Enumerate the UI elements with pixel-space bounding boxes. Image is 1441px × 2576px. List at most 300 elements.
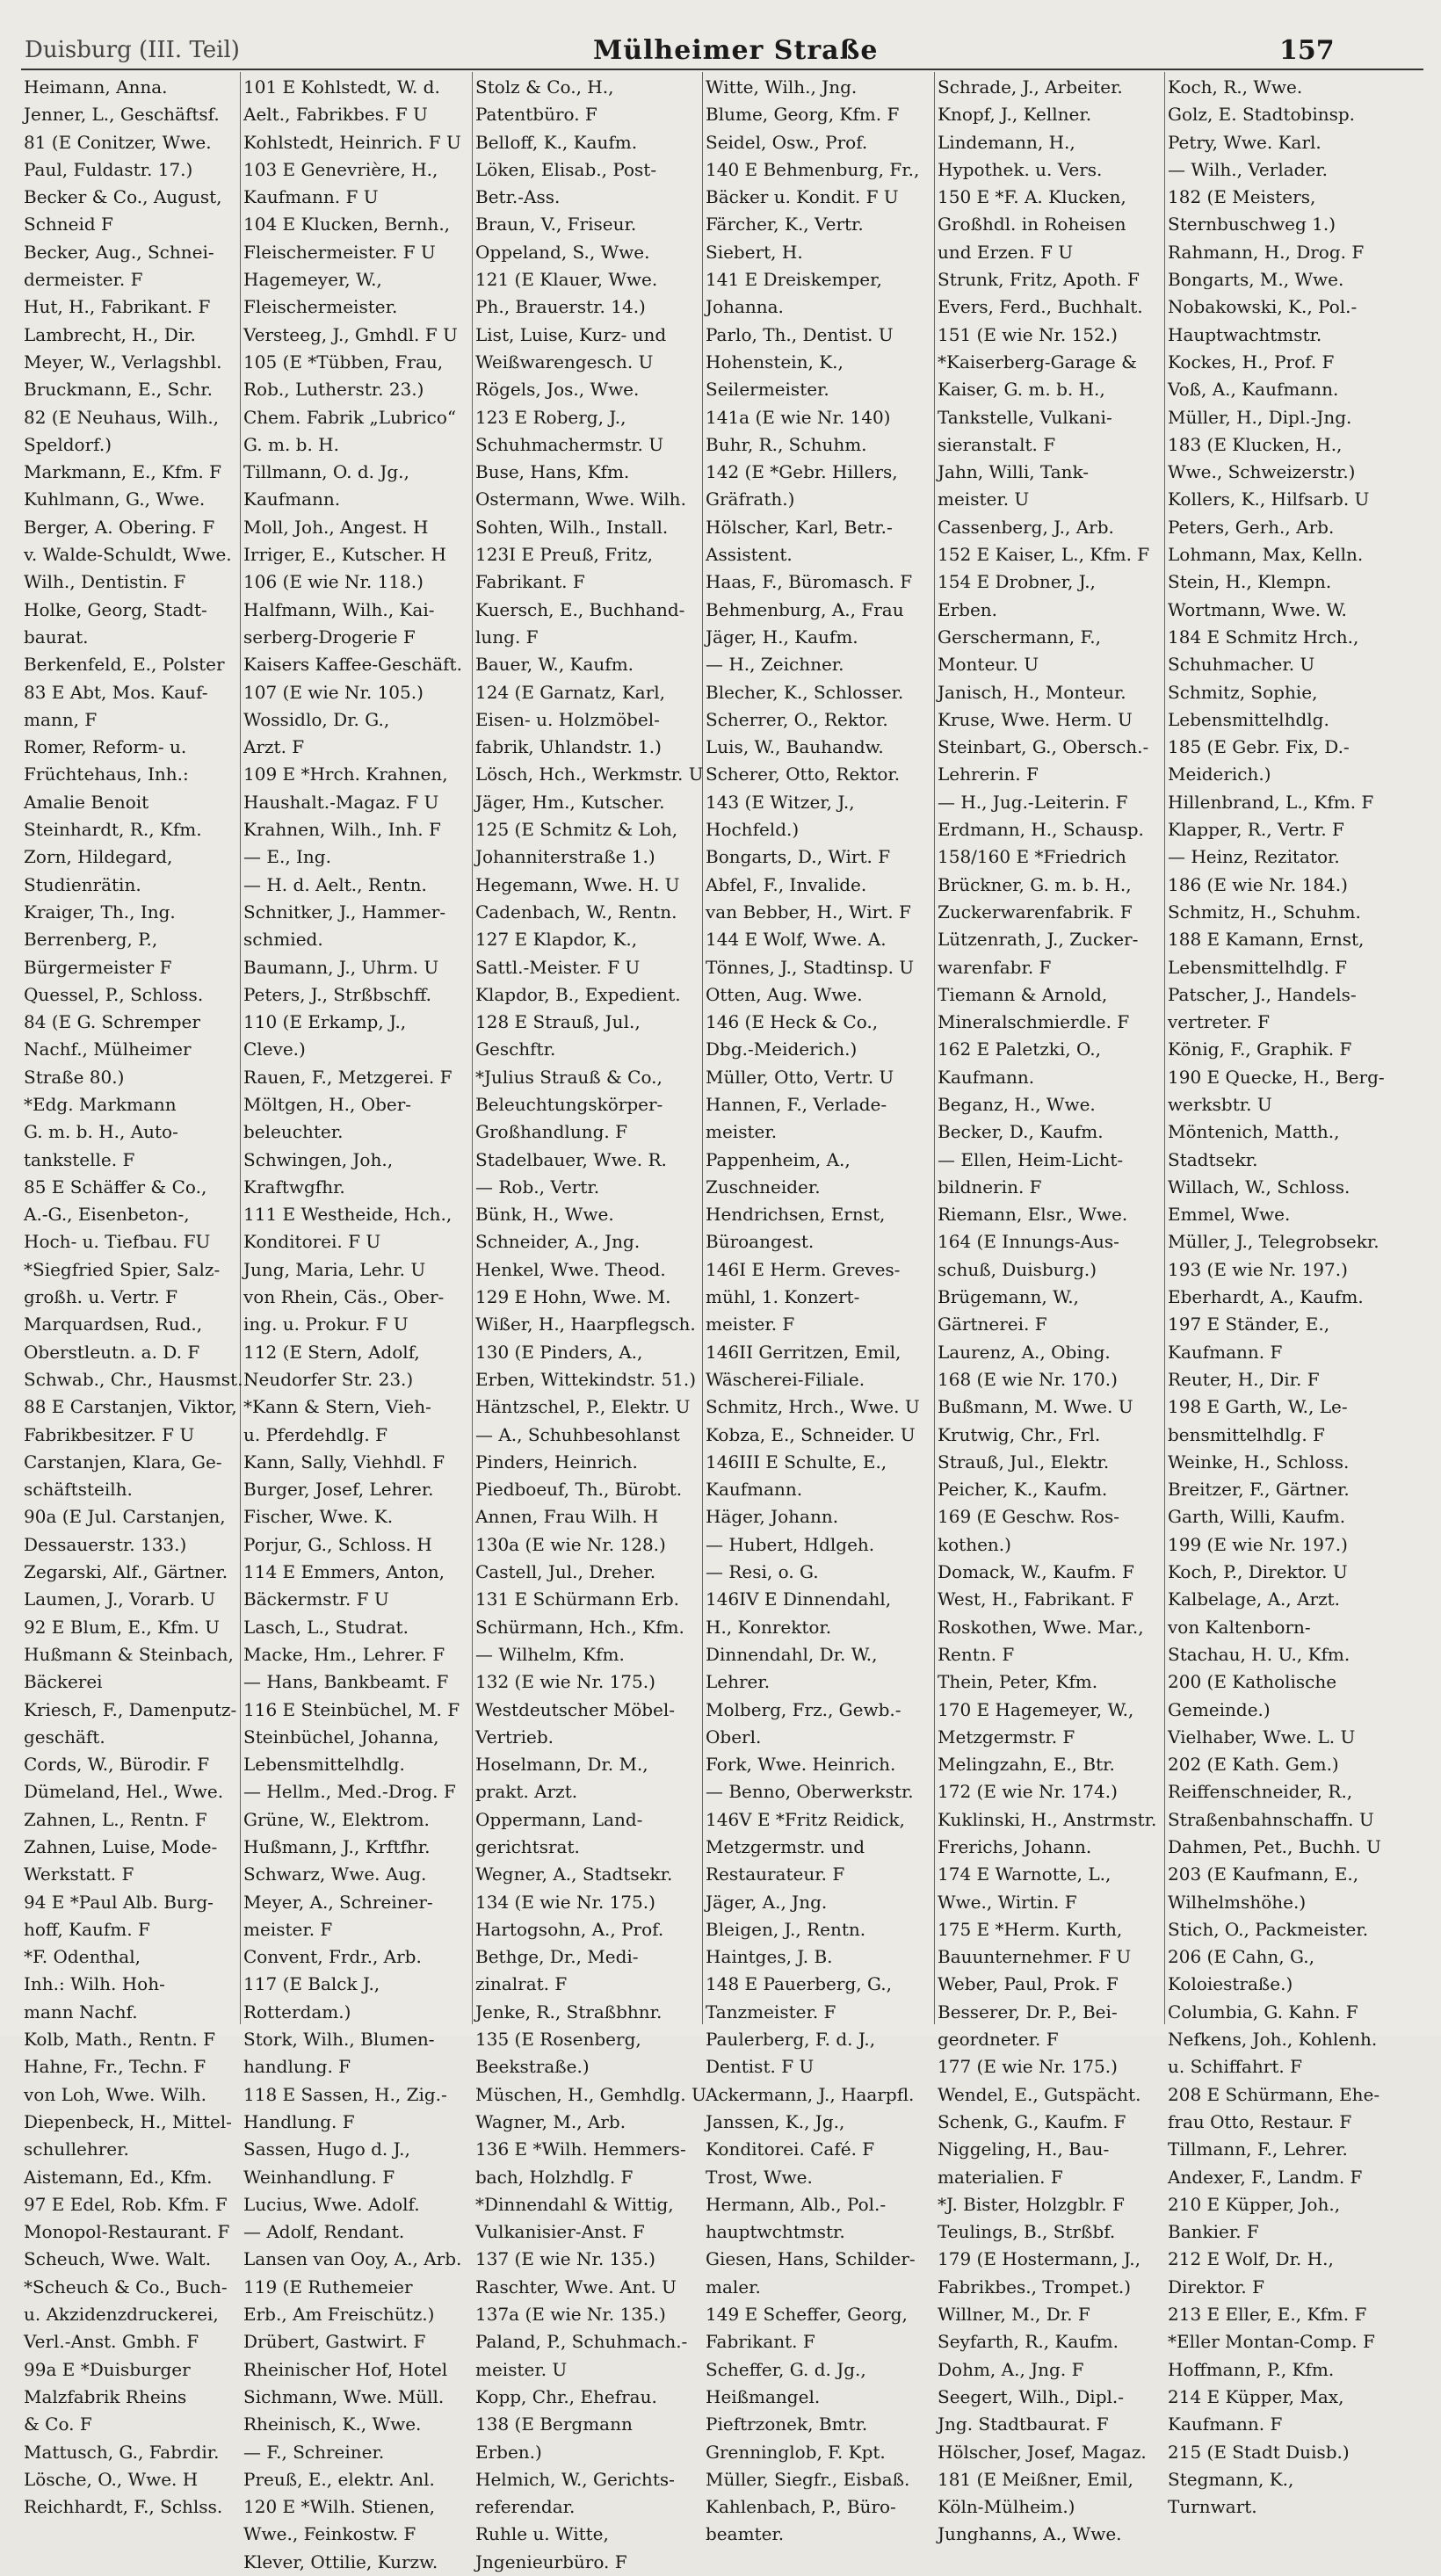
directory-entry: Tönnes, J., Stadtinsp. U: [706, 956, 915, 978]
directory-entry: Hußmann, J., Krftfhr.: [243, 1836, 431, 1857]
directory-entry: Hermann, Alb., Pol.-: [706, 2193, 887, 2215]
directory-entry: 97 E Edel, Rob. Kfm. F: [24, 2193, 228, 2215]
directory-entry: Rheinischer Hof, Hotel: [243, 2358, 448, 2380]
directory-entry: Gerschermann, F.,: [938, 626, 1101, 648]
directory-entry: Moll, Joh., Angest. H: [243, 516, 429, 538]
directory-entry: Lasch, L., Studrat.: [243, 1616, 409, 1638]
directory-entry: Cords, W., Bürodir. F: [24, 1754, 210, 1776]
directory-entry: Melingzahn, E., Btr.: [938, 1754, 1115, 1776]
directory-entry: 186 (E wie Nr. 184.): [1168, 873, 1348, 895]
directory-entry: 152 E Kaiser, L., Kfm. F: [938, 544, 1150, 566]
directory-entry: Hoch- u. Tiefbau. FU: [24, 1231, 211, 1253]
directory-entry: und Erzen. F U: [938, 241, 1074, 263]
directory-entry: Beganz, H., Wwe.: [938, 1093, 1096, 1115]
directory-entry: frau Otto, Restaur. F: [1168, 2110, 1352, 2132]
directory-entry: Speldorf.): [24, 433, 112, 455]
directory-entry: Dbg.-Meiderich.): [706, 1038, 858, 1060]
directory-entry: Jäger, A., Jng.: [706, 1891, 828, 1913]
directory-entry: Sassen, Hugo d. J.,: [243, 2138, 410, 2160]
directory-entry: 118 E Sassen, H., Zig.-: [243, 2083, 447, 2105]
directory-entry: Dahmen, Pet., Buchh. U: [1168, 1836, 1381, 1857]
directory-entry: Jngenieurbüro. F: [475, 2551, 627, 2572]
directory-entry: Marquardsen, Rud.,: [24, 1313, 203, 1335]
directory-entry: Müller, Otto, Vertr. U: [706, 1066, 894, 1088]
directory-entry: 125 (E Schmitz & Loh,: [475, 819, 678, 841]
directory-entry: Müller, H., Dipl.-Jng.: [1168, 406, 1352, 428]
directory-entry: Löken, Elisab., Post-: [475, 158, 657, 180]
directory-entry: Buhr, R., Schuhm.: [706, 433, 867, 455]
directory-entry: 136 E *Wilh. Hemmers-: [475, 2138, 686, 2160]
directory-entry: Gemeinde.): [1168, 1698, 1271, 1720]
directory-entry: Wendel, E., Gutspächt.: [938, 2083, 1141, 2105]
directory-entry: Patscher, J., Handels-: [1168, 983, 1357, 1005]
directory-entry: *J. Bister, Holzgblr. F: [938, 2193, 1125, 2215]
directory-entry: Piedboeuf, Th., Bürobt.: [475, 1479, 683, 1501]
directory-entry: Parlo, Th., Dentist. U: [706, 323, 894, 345]
directory-entry: Rahmann, H., Drog. F: [1168, 241, 1365, 263]
directory-entry: 127 E Klapdor, K.,: [475, 929, 638, 951]
directory-entry: 182 (E Meisters,: [1168, 186, 1316, 208]
directory-entry: geschäft.: [24, 1726, 105, 1747]
directory-entry: 168 (E wie Nr. 170.): [938, 1368, 1118, 1390]
directory-entry: — E., Ing.: [243, 846, 331, 868]
directory-entry: Quessel, P., Schloss.: [24, 983, 204, 1005]
directory-entry: Neudorfer Str. 23.): [243, 1368, 414, 1390]
directory-entry: Hochfeld.): [706, 819, 800, 841]
directory-entry: Turnwart.: [1168, 2496, 1257, 2518]
directory-entry: Betr.-Ass.: [475, 186, 561, 208]
directory-entry: Schrade, J., Arbeiter.: [938, 76, 1123, 98]
directory-entry: Bleigen, J., Rentn.: [706, 1918, 866, 1940]
directory-entry: Witte, Wilh., Jng.: [706, 76, 858, 98]
directory-entry: Becker, Aug., Schnei-: [24, 241, 214, 263]
directory-entry: 146II Gerritzen, Emil,: [706, 1341, 902, 1363]
directory-entry: — Adolf, Rendant.: [243, 2221, 405, 2243]
directory-entry: 103 E Genevrière, H.,: [243, 158, 438, 180]
directory-entry: 188 E Kamann, Ernst,: [1168, 929, 1365, 951]
directory-entry: *Julius Strauß & Co.,: [475, 1066, 663, 1088]
directory-entry: Erben, Wittekindstr. 51.): [475, 1368, 697, 1390]
directory-entry: Schmitz, H., Schuhm.: [1168, 901, 1361, 923]
directory-entry: Ph., Brauerstr. 14.): [475, 296, 646, 318]
directory-entry: Bauunternehmer. F U: [938, 1946, 1132, 1968]
directory-entry: Markmann, E., Kfm. F: [24, 461, 222, 483]
directory-entry: Kriesch, F., Damenputz-: [24, 1698, 237, 1720]
directory-entry: beleuchter.: [243, 1121, 344, 1143]
directory-entry: H., Konrektor.: [706, 1616, 832, 1638]
directory-entry: Konditorei. F U: [243, 1231, 381, 1253]
directory-entry: vertreter. F: [1168, 1011, 1270, 1033]
directory-entry: Kolb, Math., Rentn. F: [24, 2029, 216, 2051]
directory-entry: König, F., Graphik. F: [1168, 1038, 1352, 1060]
directory-entry: Oppermann, Land-: [475, 1808, 643, 1830]
directory-entry: Steinbüchel, Johanna,: [243, 1726, 439, 1747]
directory-entry: 85 E Schäffer & Co.,: [24, 1176, 207, 1198]
directory-entry: 200 (E Katholische: [1168, 1671, 1337, 1693]
directory-entry: 150 E *F. A. Klucken,: [938, 186, 1126, 208]
directory-entry: Golz, E. Stadtobinsp.: [1168, 104, 1356, 126]
directory-entry: Handlung. F: [243, 2110, 355, 2132]
directory-entry: Belloff, K., Kaufm.: [475, 131, 638, 153]
directory-entry: Schmitz, Hrch., Wwe. U: [706, 1396, 920, 1418]
directory-entry: — Hellm., Med.-Drog. F: [243, 1781, 456, 1803]
directory-entry: Kaufmann.: [706, 1479, 803, 1501]
directory-entry: Haas, F., Büromasch. F: [706, 571, 913, 593]
directory-entry: Ostermann, Wwe. Wilh.: [475, 488, 686, 510]
directory-entry: Kaufmann. F: [1168, 2413, 1283, 2435]
directory-entry: Scheuch, Wwe. Walt.: [24, 2248, 212, 2270]
directory-entry: Castell, Jul., Dreher.: [475, 1561, 656, 1583]
directory-entry: 82 (E Neuhaus, Wilh.,: [24, 406, 220, 428]
directory-entry: van Bebber, H., Wirt. F: [706, 901, 911, 923]
directory-entry: Diepenbeck, H., Mittel-: [24, 2110, 232, 2132]
directory-entry: 138 (E Bergmann: [475, 2413, 633, 2435]
directory-entry: Lansen van Ooy, A., Arb.: [243, 2248, 462, 2270]
directory-entry: Wäscherei-Filiale.: [706, 1368, 865, 1390]
directory-entry: Cleve.): [243, 1038, 306, 1060]
directory-entry: Junghanns, A., Wwe.: [938, 2523, 1122, 2545]
directory-entry: Besserer, Dr. P., Bei-: [938, 2001, 1118, 2022]
directory-entry: Bauer, W., Kaufm.: [475, 654, 634, 676]
directory-entry: großh. u. Vertr. F: [24, 1286, 177, 1308]
directory-entry: Blume, Georg, Kfm. F: [706, 104, 900, 126]
directory-entry: Lösche, O., Wwe. H: [24, 2468, 199, 2490]
directory-entry: Grüne, W., Elektrom.: [243, 1808, 430, 1830]
directory-columns: [21, 72, 1427, 2572]
directory-entry: Hillenbrand, L., Kfm. F: [1168, 791, 1374, 813]
directory-entry: materialien. F: [938, 2166, 1063, 2188]
directory-entry: — H. d. Aelt., Rentn.: [243, 873, 427, 895]
directory-entry: Lambrecht, H., Dir.: [24, 323, 196, 345]
directory-entry: 146IV E Dinnendahl,: [706, 1588, 892, 1610]
page-header: [0, 32, 1441, 70]
directory-entry: Wwe., Schweizerstr.): [1168, 461, 1356, 483]
directory-entry: 146V E *Fritz Reidick,: [706, 1808, 905, 1830]
directory-entry: Kobza, E., Schneider. U: [706, 1423, 916, 1445]
directory-entry: Convent, Frdr., Arb.: [243, 1946, 422, 1968]
directory-entry: Ackermann, J., Haarpfl.: [706, 2083, 915, 2105]
directory-column: [21, 72, 243, 2518]
directory-entry: Siebert, H.: [706, 241, 803, 263]
directory-entry: fabrik, Uhlandstr. 1.): [475, 736, 662, 758]
directory-column: [473, 72, 706, 2572]
directory-entry: von Rhein, Cäs., Ober-: [243, 1286, 445, 1308]
directory-entry: Geschftr.: [475, 1038, 556, 1060]
directory-entry: Heißmangel.: [706, 2385, 821, 2407]
directory-entry: 175 E *Herm. Kurth,: [938, 1918, 1123, 1940]
directory-entry: — H., Zeichner.: [706, 654, 844, 676]
directory-entry: 169 (E Geschw. Ros-: [938, 1506, 1120, 1528]
directory-entry: Nachf., Mülheimer: [24, 1038, 192, 1060]
directory-entry: Stein, H., Klempn.: [1168, 571, 1332, 593]
directory-entry: Seidel, Osw., Prof.: [706, 131, 868, 153]
directory-entry: 131 E Schürmann Erb.: [475, 1588, 680, 1610]
directory-entry: Stich, O., Packmeister.: [1168, 1918, 1369, 1940]
directory-entry: — H., Jug.-Leiterin. F: [938, 791, 1128, 813]
directory-entry: 206 (E Cahn, G.,: [1168, 1946, 1314, 1968]
directory-entry: Berrenberg, P.,: [24, 929, 158, 951]
directory-entry: 88 E Carstanjen, Viktor,: [24, 1396, 237, 1418]
directory-entry: Fischer, Wwe. K.: [243, 1506, 394, 1528]
directory-entry: Steinhardt, R., Kfm.: [24, 819, 202, 841]
directory-entry: Henkel, Wwe. Theod.: [475, 1258, 666, 1280]
directory-entry: 151 (E wie Nr. 152.): [938, 323, 1118, 345]
directory-entry: Molberg, Frz., Gewb.-: [706, 1698, 902, 1720]
directory-entry: Lucius, Wwe. Adolf.: [243, 2193, 420, 2215]
directory-entry: Cadenbach, W., Rentn.: [475, 901, 677, 923]
directory-column: [703, 72, 935, 2545]
directory-entry: Preuß, E., elektr. Anl.: [243, 2468, 435, 2490]
directory-entry: Aelt., Fabrikbes. F U: [243, 104, 428, 126]
directory-entry: Lehrerin. F: [938, 763, 1039, 785]
directory-entry: 208 E Schürmann, Ehe-: [1168, 2083, 1380, 2105]
directory-entry: Tillmann, O. d. Jg.,: [243, 461, 409, 483]
directory-entry: Straßenbahnschaffn. U: [1168, 1808, 1374, 1830]
directory-entry: Peters, J., Strßbschff.: [243, 983, 432, 1005]
directory-entry: Helmich, W., Gerichts-: [475, 2468, 675, 2490]
directory-entry: *Eller Montan-Comp. F: [1168, 2331, 1375, 2353]
directory-entry: Kraftwgfhr.: [243, 1176, 345, 1198]
directory-entry: handlung. F: [243, 2056, 351, 2078]
directory-entry: Monteur. U: [938, 654, 1039, 676]
directory-entry: Hölscher, Josef, Magaz.: [938, 2441, 1147, 2463]
directory-entry: *Siegfried Spier, Salz-: [24, 1258, 221, 1280]
directory-entry: 129 E Hohn, Wwe. M.: [475, 1286, 671, 1308]
directory-entry: *Edg. Markmann: [24, 1093, 177, 1115]
directory-entry: 119 (E Ruthemeier: [243, 2276, 413, 2297]
directory-entry: 213 E Eller, E., Kfm. F: [1168, 2304, 1367, 2326]
directory-entry: Stadtsekr.: [1168, 1148, 1258, 1170]
directory-entry: Eberhardt, A., Kaufm.: [1168, 1286, 1364, 1308]
directory-entry: 94 E *Paul Alb. Burg-: [24, 1891, 214, 1913]
directory-entry: Jng. Stadtbaurat. F: [938, 2413, 1109, 2435]
directory-entry: Hut, H., Fabrikant. F: [24, 296, 211, 318]
directory-entry: 137 (E wie Nr. 135.): [475, 2248, 655, 2270]
directory-entry: Schneider, A., Jng.: [475, 1231, 641, 1253]
directory-entry: 214 E Küpper, Max,: [1168, 2385, 1344, 2407]
directory-entry: Lohmann, Max, Kelln.: [1168, 544, 1364, 566]
directory-entry: 135 (E Rosenberg,: [475, 2029, 641, 2051]
directory-entry: 106 (E wie Nr. 118.): [243, 571, 424, 593]
directory-entry: Metzgermstr. F: [938, 1726, 1075, 1747]
directory-entry: Porjur, G., Schloss. H: [243, 1533, 432, 1555]
directory-entry: Kaufmann. F: [1168, 1341, 1283, 1363]
directory-entry: Brügemann, W.,: [938, 1286, 1079, 1308]
directory-entry: 114 E Emmers, Anton,: [243, 1561, 445, 1583]
page-number: 157: [1279, 35, 1335, 66]
directory-entry: von Loh, Wwe. Wilh.: [24, 2083, 206, 2105]
directory-entry: Hendrichsen, Ernst,: [706, 1204, 886, 1226]
directory-entry: Sohten, Wilh., Install.: [475, 516, 669, 538]
directory-entry: sieranstalt. F: [938, 433, 1056, 455]
directory-entry: 92 E Blum, E., Kfm. U: [24, 1616, 220, 1638]
directory-entry: Stachau, H. U., Kfm.: [1168, 1643, 1350, 1665]
directory-entry: 184 E Schmitz Hrch.,: [1168, 626, 1359, 648]
directory-entry: Inh.: Wilh. Hoh-: [24, 1973, 165, 1995]
directory-entry: Großhandlung. F: [475, 1121, 627, 1143]
directory-entry: — Wilh., Verlader.: [1168, 158, 1328, 180]
directory-entry: Schneid F: [24, 213, 113, 235]
directory-entry: Schmitz, Sophie,: [1168, 681, 1318, 703]
directory-entry: 158/160 E *Friedrich: [938, 846, 1126, 868]
directory-entry: Becker, D., Kaufm.: [938, 1121, 1104, 1143]
directory-entry: schmied.: [243, 929, 323, 951]
directory-entry: Rheinisch, K., Wwe.: [243, 2413, 422, 2435]
directory-entry: u. Pferdehdlg. F: [243, 1423, 387, 1445]
directory-entry: Jung, Maria, Lehr. U: [243, 1258, 426, 1280]
directory-entry: Hegemann, Wwe. H. U: [475, 873, 680, 895]
directory-entry: Wwe., Wirtin. F: [938, 1891, 1077, 1913]
directory-entry: u. Schiffahrt. F: [1168, 2056, 1302, 2078]
directory-entry: 146III E Schulte, E.,: [706, 1451, 887, 1473]
directory-entry: Johanna.: [706, 296, 784, 318]
directory-entry: 193 (E wie Nr. 197.): [1168, 1258, 1348, 1280]
directory-entry: Bongarts, D., Wirt. F: [706, 846, 891, 868]
directory-entry: gerichtsrat.: [475, 1836, 580, 1857]
directory-entry: 199 (E wie Nr. 197.): [1168, 1533, 1348, 1555]
directory-entry: Chem. Fabrik „Lubrico“: [243, 406, 457, 428]
directory-entry: Metzgermstr. und: [706, 1836, 865, 1857]
directory-entry: Bäckermstr. F U: [243, 1588, 389, 1610]
directory-entry: Dentist. F U: [706, 2056, 815, 2078]
directory-entry: Konditorei. Café. F: [706, 2138, 875, 2160]
directory-entry: Pieftrzonek, Bmtr.: [706, 2413, 868, 2435]
directory-entry: Berger, A. Obering. F: [24, 516, 215, 538]
directory-entry: Versteeg, J., Gmhdl. F U: [243, 323, 458, 345]
directory-entry: Paulerberg, F. d. J.,: [706, 2029, 876, 2051]
directory-entry: Carstanjen, Klara, Ge-: [24, 1451, 222, 1473]
directory-entry: Hagemeyer, W.,: [243, 269, 382, 291]
directory-entry: Jenner, L., Geschäftsf.: [24, 104, 220, 126]
directory-entry: Straße 80.): [24, 1066, 125, 1088]
directory-entry: schullehrer.: [24, 2138, 129, 2160]
directory-entry: meister. F: [706, 1313, 795, 1335]
directory-entry: 215 (E Stadt Duisb.): [1168, 2441, 1350, 2463]
directory-entry: Weinhandlung. F: [243, 2166, 395, 2188]
directory-entry: Bongarts, M., Wwe.: [1168, 269, 1344, 291]
directory-entry: Meiderich.): [1168, 763, 1271, 785]
directory-entry: Behmenburg, A., Frau: [706, 598, 904, 620]
directory-entry: Schuhmacher. U: [1168, 654, 1315, 676]
directory-entry: 107 (E wie Nr. 105.): [243, 681, 424, 703]
directory-entry: Kuersch, E., Buchhand-: [475, 598, 685, 620]
directory-entry: 83 E Abt, Mos. Kauf-: [24, 681, 208, 703]
directory-entry: — Wilhelm, Kfm.: [475, 1643, 625, 1665]
directory-entry: Krutwig, Chr., Frl.: [938, 1423, 1101, 1445]
directory-entry: 210 E Küpper, Joh.,: [1168, 2193, 1341, 2215]
street-title: Mülheimer Straße: [593, 35, 879, 66]
directory-entry: 164 (E Innungs-Aus-: [938, 1231, 1119, 1253]
directory-entry: Fabrikbesitzer. F U: [24, 1423, 195, 1445]
directory-entry: Bethge, Dr., Medi-: [475, 1946, 639, 1968]
directory-entry: Kuhlmann, G., Wwe.: [24, 488, 206, 510]
directory-entry: Hoselmann, Dr. M.,: [475, 1754, 648, 1776]
directory-entry: Petry, Wwe. Karl.: [1168, 131, 1322, 153]
directory-entry: meister. U: [938, 488, 1030, 510]
directory-entry: Wilh., Dentistin. F: [24, 571, 186, 593]
directory-entry: schäftsteilh.: [24, 1479, 133, 1501]
directory-entry: Koch, P., Direktor. U: [1168, 1561, 1348, 1583]
directory-entry: Willach, W., Schloss.: [1168, 1176, 1350, 1198]
directory-entry: Grenninglob, F. Kpt.: [706, 2441, 886, 2463]
directory-entry: 101 E Kohlstedt, W. d.: [243, 76, 440, 98]
directory-entry: Voß, A., Kaufmann.: [1168, 379, 1339, 401]
directory-entry: Oberl.: [706, 1726, 762, 1747]
directory-entry: geordneter. F: [938, 2029, 1059, 2051]
directory-entry: 140 E Behmenburg, Fr.,: [706, 158, 920, 180]
directory-entry: Fabrikbes., Trompet.): [938, 2276, 1132, 2297]
directory-entry: Steinbart, G., Obersch.-: [938, 736, 1149, 758]
directory-entry: Fabrikant. F: [475, 571, 585, 593]
directory-entry: Seilermeister.: [706, 379, 829, 401]
directory-entry: 174 E Warnotte, L.,: [938, 1863, 1112, 1885]
directory-entry: Kaufmann. F U: [243, 186, 379, 208]
directory-entry: Mattusch, G., Fabrdir.: [24, 2441, 220, 2463]
directory-entry: Assistent.: [706, 544, 793, 566]
directory-entry: Lebensmittelhdlg. F: [1168, 956, 1348, 978]
directory-entry: — Benno, Oberwerkstr.: [706, 1781, 914, 1803]
directory-entry: Lebensmittelhdlg.: [243, 1754, 405, 1776]
directory-entry: Haintges, J. B.: [706, 1946, 833, 1968]
directory-entry: warenfabr. F: [938, 956, 1052, 978]
directory-entry: Luis, W., Bauhandw.: [706, 736, 884, 758]
directory-entry: Klapdor, B., Expedient.: [475, 983, 681, 1005]
directory-entry: Thein, Peter, Kfm.: [938, 1671, 1098, 1693]
directory-entry: lung. F: [475, 626, 539, 648]
directory-entry: Hölscher, Karl, Betr.-: [706, 516, 893, 538]
directory-entry: Malzfabrik Rheins: [24, 2385, 187, 2407]
directory-entry: Dümeland, Hel., Wwe.: [24, 1781, 224, 1803]
directory-entry: Erdmann, H., Schausp.: [938, 819, 1144, 841]
directory-entry: 181 (E Meißner, Emil,: [938, 2468, 1133, 2490]
directory-entry: Westdeutscher Möbel-: [475, 1698, 676, 1720]
directory-entry: Ruhle u. Witte,: [475, 2523, 609, 2545]
directory-entry: Hußmann & Steinbach,: [24, 1643, 234, 1665]
directory-entry: Dohm, A., Jng. F: [938, 2358, 1084, 2380]
directory-entry: Pinders, Heinrich.: [475, 1451, 638, 1473]
directory-entry: Baumann, J., Uhrm. U: [243, 956, 439, 978]
directory-entry: 149 E Scheffer, Georg,: [706, 2304, 908, 2326]
directory-entry: werksbtr. U: [1168, 1093, 1272, 1115]
directory-entry: Mineralschmierdle. F: [938, 1011, 1130, 1033]
directory-entry: Laurenz, A., Obing.: [938, 1341, 1111, 1363]
directory-entry: Koch, R., Wwe.: [1168, 76, 1303, 98]
directory-entry: mühl, 1. Konzert-: [706, 1286, 860, 1308]
directory-entry: Wegner, A., Stadtsekr.: [475, 1863, 673, 1885]
directory-entry: Fabrikant. F: [706, 2331, 815, 2353]
directory-entry: ing. u. Prokur. F U: [243, 1313, 409, 1335]
directory-entry: Seegert, Wilh., Dipl.-: [938, 2385, 1125, 2407]
directory-entry: 130a (E wie Nr. 128.): [475, 1533, 666, 1555]
directory-entry: Lebensmittelhdlg.: [1168, 708, 1329, 730]
directory-entry: 170 E Hagemeyer, W.,: [938, 1698, 1134, 1720]
directory-entry: Hahne, Fr., Techn. F: [24, 2056, 206, 2078]
directory-entry: 190 E Quecke, H., Berg-: [1168, 1066, 1385, 1088]
directory-entry: Wilhelmshöhe.): [1168, 1891, 1307, 1913]
directory-entry: Nobakowski, K., Pol.-: [1168, 296, 1358, 318]
directory-entry: serberg-Drogerie F: [243, 626, 416, 648]
directory-entry: Macke, Hm., Lehrer. F: [243, 1643, 445, 1665]
directory-entry: 123 E Roberg, J.,: [475, 406, 626, 428]
directory-entry: Rentn. F: [938, 1643, 1015, 1665]
directory-entry: *F. Odenthal,: [24, 1946, 141, 1968]
directory-entry: *Kaiserberg-Garage &: [938, 351, 1137, 373]
directory-entry: 112 (E Stern, Adolf,: [243, 1341, 420, 1363]
directory-entry: 104 E Klucken, Bernh.,: [243, 213, 451, 235]
directory-entry: 212 E Wolf, Dr. H.,: [1168, 2248, 1334, 2270]
directory-entry: Kuklinski, H., Anstrmstr.: [938, 1808, 1157, 1830]
directory-entry: 172 (E wie Nr. 174.): [938, 1781, 1118, 1803]
